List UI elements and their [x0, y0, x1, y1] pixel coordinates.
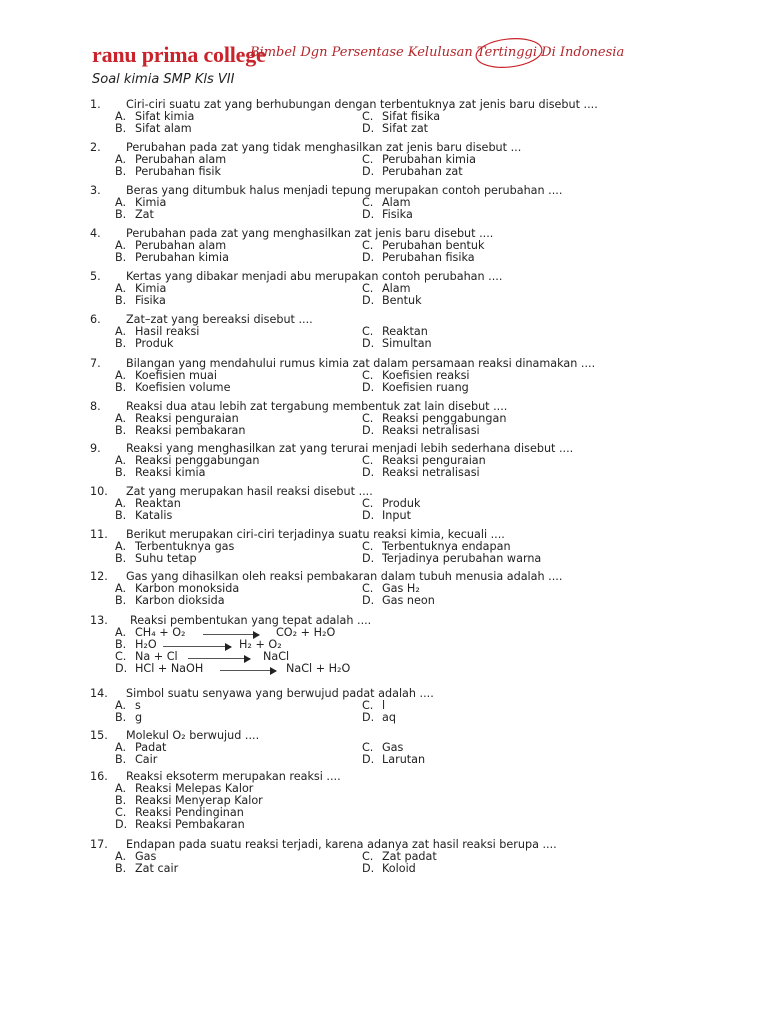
question-number: 7. [90, 357, 101, 370]
option-c: C. Zat padat [362, 850, 437, 863]
question-text: Reaksi yang menghasilkan zat yang terurai menjadi lebih sederhana disebut .... [126, 442, 574, 455]
option-c: C. Perubahan bentuk [362, 239, 485, 252]
option-b: B. Katalis [115, 509, 173, 522]
option-d: D. Input [362, 509, 411, 522]
question-number: 13. [90, 614, 108, 627]
arrow-right-icon [163, 646, 231, 647]
option-d: D. Gas neon [362, 594, 435, 607]
option-b: B. Cair [115, 753, 158, 766]
question-text: Simbol suatu senyawa yang berwujud padat adalah .... [126, 687, 434, 700]
option-d: D. aq [362, 711, 396, 724]
reaction-b: B. H₂O [115, 638, 157, 651]
circle-mark-icon [474, 36, 544, 70]
question-number: 2. [90, 141, 101, 154]
arrow-right-icon [220, 670, 276, 671]
option-a: A. Reaksi Melepas Kalor [115, 782, 254, 795]
option-b: B. Sifat alam [115, 122, 192, 135]
option-d: D. Reaksi netralisasi [362, 466, 480, 479]
option-b: B. g [115, 711, 143, 724]
arrow-right-icon [188, 658, 250, 659]
reaction-c: C. Na + Cl [115, 650, 178, 663]
question-number: 12. [90, 570, 108, 583]
option-b: B. Zat cair [115, 862, 179, 875]
question-number: 14. [90, 687, 108, 700]
question-text: Zat–zat yang bereaksi disebut .... [126, 313, 313, 326]
question-text: Endapan pada suatu reaksi terjadi, karena adanya zat hasil reaksi berupa .... [126, 838, 557, 851]
question-text: Reaksi pembentukan yang tepat adalah .... [130, 614, 372, 627]
question-number: 15. [90, 729, 108, 742]
question-number: 1. [90, 98, 101, 111]
option-b: B. Reaksi Menyerap Kalor [115, 794, 263, 807]
question-number: 5. [90, 270, 101, 283]
option-c: C. Sifat fisika [362, 110, 441, 123]
option-c: C. Perubahan kimia [362, 153, 476, 166]
option-d: D. Koloid [362, 862, 416, 875]
reaction-a-product: CO₂ + H₂O [276, 626, 336, 639]
option-b: B. Fisika [115, 294, 166, 307]
option-c: C. Reaktan [362, 325, 428, 338]
option-b: B. Koefisien volume [115, 381, 231, 394]
header [92, 40, 672, 76]
option-d: D. Reaksi netralisasi [362, 424, 480, 437]
option-a: A. Terbentuknya gas [115, 540, 235, 553]
option-d: D. Reaksi Pembakaran [115, 818, 245, 831]
reaction-d-product: NaCl + H₂O [286, 662, 351, 675]
option-a: A. Gas [115, 850, 157, 863]
question-text: Gas yang dihasilkan oleh reaksi pembakaran dalam tubuh menusia adalah .... [126, 570, 563, 583]
option-a: A. Sifat kimia [115, 110, 195, 123]
reaction-d: D. HCl + NaOH [115, 662, 204, 675]
page-title: Soal kimia SMP Kls VII [92, 72, 235, 87]
option-a: A. Karbon monoksida [115, 582, 240, 595]
option-a: A. s [115, 699, 141, 712]
option-c: C. Terbentuknya endapan [362, 540, 511, 553]
option-c: C. Alam [362, 282, 411, 295]
question-number: 6. [90, 313, 101, 326]
question-number: 17. [90, 838, 108, 851]
option-a: A. Koefisien muai [115, 369, 217, 382]
option-b: B. Reaksi pembakaran [115, 424, 246, 437]
option-a: A. Padat [115, 741, 167, 754]
option-a: A. Perubahan alam [115, 153, 227, 166]
question-text: Kertas yang dibakar menjadi abu merupakan contoh perubahan .... [126, 270, 503, 283]
option-a: A. Perubahan alam [115, 239, 227, 252]
option-b: B. Reaksi kimia [115, 466, 206, 479]
option-a: A. Reaksi penguraian [115, 412, 239, 425]
option-b: B. Suhu tetap [115, 552, 197, 565]
option-d: D. Sifat zat [362, 122, 429, 135]
question-number: 8. [90, 400, 101, 413]
option-c: C. Gas H₂ [362, 582, 420, 595]
question-text: Reaksi eksoterm merupakan reaksi .... [126, 770, 341, 783]
option-a: A. Reaktan [115, 497, 181, 510]
question-text: Beras yang ditumbuk halus menjadi tepung merupakan contoh perubahan .... [126, 184, 563, 197]
option-c: C. Reaksi penguraian [362, 454, 486, 467]
question-text: Zat yang merupakan hasil reaksi disebut .... [126, 485, 373, 498]
arrow-right-icon [203, 634, 259, 635]
option-a: A. Hasil reaksi [115, 325, 200, 338]
question-text: Ciri-ciri suatu zat yang berhubungan dengan terbentuknya zat jenis baru disebut .... [126, 98, 598, 111]
brand-tagline: Bimbel Dgn Persentase Kelulusan Tertinggi Di Indonesia [250, 45, 625, 60]
question-text: Perubahan pada zat yang tidak menghasilkan zat jenis baru disebut ... [126, 141, 522, 154]
question-text: Reaksi dua atau lebih zat tergabung membentuk zat lain disebut .... [126, 400, 508, 413]
option-b: B. Perubahan kimia [115, 251, 229, 264]
option-d: D. Fisika [362, 208, 413, 221]
option-c: C. Alam [362, 196, 411, 209]
question-text: Bilangan yang mendahului rumus kimia zat dalam persamaan reaksi dinamakan .... [126, 357, 596, 370]
option-a: A. Kimia [115, 282, 167, 295]
option-a: A. Reaksi penggabungan [115, 454, 260, 467]
option-d: D. Terjadinya perubahan warna [362, 552, 542, 565]
option-b: B. Perubahan fisik [115, 165, 221, 178]
brand-name: ranu prima college [92, 42, 266, 67]
question-number: 16. [90, 770, 108, 783]
option-b: B. Zat [115, 208, 154, 221]
option-c: C. Gas [362, 741, 404, 754]
option-d: D. Perubahan zat [362, 165, 463, 178]
question-number: 9. [90, 442, 101, 455]
option-d: D. Perubahan fisika [362, 251, 475, 264]
option-c: C. l [362, 699, 386, 712]
option-d: D. Larutan [362, 753, 426, 766]
question-number: 10. [90, 485, 108, 498]
option-c: C. Reaksi Pendinginan [115, 806, 244, 819]
option-a: A. Kimia [115, 196, 167, 209]
option-b: B. Karbon dioksida [115, 594, 225, 607]
reaction-c-product: NaCl [263, 650, 290, 663]
option-d: D. Simultan [362, 337, 432, 350]
reaction-b-product: H₂ + O₂ [239, 638, 282, 651]
question-text: Berikut merupakan ciri-ciri terjadinya suatu reaksi kimia, kecuali .... [126, 528, 505, 541]
option-c: C. Reaksi penggabungan [362, 412, 507, 425]
option-d: D. Bentuk [362, 294, 422, 307]
option-b: B. Produk [115, 337, 174, 350]
question-text: Perubahan pada zat yang menghasilkan zat jenis baru disebut .... [126, 227, 494, 240]
reaction-a: A. CH₄ + O₂ [115, 626, 186, 639]
option-d: D. Koefisien ruang [362, 381, 469, 394]
question-text: Molekul O₂ berwujud .... [126, 729, 260, 742]
question-number: 4. [90, 227, 101, 240]
question-number: 3. [90, 184, 101, 197]
question-number: 11. [90, 528, 108, 541]
option-c: C. Koefisien reaksi [362, 369, 470, 382]
option-c: C. Produk [362, 497, 421, 510]
